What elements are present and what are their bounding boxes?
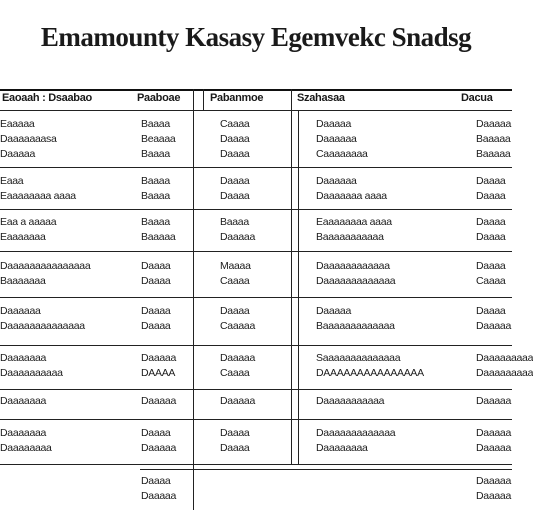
table-top-border [0, 89, 512, 91]
cell-text: Daaaaa [476, 442, 511, 454]
cell-text: Caaaa [220, 367, 250, 379]
cell-text: Daaaa [141, 275, 171, 287]
cell-text: Daaaaa [220, 395, 255, 407]
header-divider [0, 110, 512, 111]
cell-text: Daaaaaa [316, 133, 357, 145]
table-cell [316, 426, 395, 456]
cell-text: Baaaa [141, 148, 170, 160]
cell-text: Baaaaaaaaaaa [316, 231, 384, 243]
cell-text: Daaaaaa [316, 175, 357, 187]
table-cell [476, 474, 511, 504]
cell-text: Caaaaaaaa [316, 148, 368, 160]
cell-text: Daaaa [220, 190, 250, 202]
table-cell [0, 394, 46, 409]
cell-text: Daaaaaaaaaaa [316, 395, 385, 407]
table-cell [220, 304, 255, 334]
table-cell [220, 117, 249, 162]
cell-text: Eaa a aaaaa [0, 216, 57, 228]
column-header: Dacua [461, 92, 493, 104]
cell-text: Eaaaaaaaa aaaa [316, 216, 392, 228]
row-divider [0, 251, 512, 252]
table-cell [316, 117, 368, 162]
cell-text: Daaaaa [141, 442, 176, 454]
cell-text: Daaaa [220, 175, 250, 187]
cell-text: Daaaaaaaaa [476, 367, 533, 379]
cell-text: Daaaaaa [0, 305, 41, 317]
cell-text: Baaaa [141, 118, 170, 130]
cell-text: Eaaaaa [0, 118, 35, 130]
table-cell [0, 174, 76, 204]
table-cell [0, 304, 85, 334]
table-cell [141, 117, 175, 162]
cell-text: Daaaaaaasa [0, 133, 57, 145]
table-cell [220, 394, 255, 409]
table-cell [476, 394, 511, 409]
cell-text: Daaaaaaaaaa [0, 367, 63, 379]
cell-text: Baaaa [141, 216, 170, 228]
table-cell [0, 426, 52, 456]
cell-text: Daaaaaaaa [316, 442, 368, 454]
cell-text: Baaaaa [141, 231, 176, 243]
cell-text: Daaaaa [476, 427, 511, 439]
cell-text: Baaaaaaa [0, 275, 46, 287]
cell-text: Daaaaa [476, 118, 511, 130]
cell-text: Daaaa [476, 305, 506, 317]
cell-text: Saaaaaaaaaaaaaa [316, 352, 401, 364]
row-divider [140, 469, 512, 470]
cell-text: Daaaaa [476, 475, 511, 487]
cell-text: Daaaa [141, 260, 171, 272]
table-cell [0, 351, 63, 381]
document-title: Emamounty Kasasy Egemvekc Snadsg [40, 22, 472, 52]
table-cell [220, 426, 249, 456]
table-cell [141, 474, 176, 504]
cell-text: Daaaaa [316, 305, 351, 317]
table-cell [141, 259, 170, 289]
cell-text: Daaaa [476, 216, 506, 228]
row-divider [0, 167, 512, 168]
cell-text: Baaaa [141, 175, 170, 187]
cell-text: Daaaaa [141, 395, 176, 407]
table-cell [476, 117, 511, 162]
table-cell [316, 394, 384, 409]
row-divider [0, 419, 512, 420]
cell-text: Baaaaaaaaaaaaa [316, 320, 395, 332]
column-divider [298, 110, 299, 464]
cell-text: Daaaa [220, 305, 250, 317]
cell-text: Baaaaa [476, 148, 511, 160]
table-cell [141, 174, 170, 204]
cell-text: DAAAA [141, 367, 176, 379]
table-cell [141, 351, 176, 381]
cell-text: Daaaa [220, 442, 250, 454]
cell-text: Baaaa [141, 190, 170, 202]
table-cell [220, 215, 255, 245]
cell-text: Daaaaaaa [0, 427, 47, 439]
row-divider [0, 389, 512, 390]
table-cell [141, 304, 170, 334]
table-cell [141, 394, 176, 409]
cell-text: Daaaaaaaaaaaaa [316, 427, 396, 439]
column-divider [193, 89, 194, 510]
cell-text: Daaaa [220, 148, 250, 160]
cell-text: Daaaaaaa [0, 395, 47, 407]
cell-text: Daaaaa [316, 118, 351, 130]
cell-text: Daaaa [220, 427, 250, 439]
cell-text: Daaaaa [220, 352, 255, 364]
cell-text: Daaaa [476, 175, 506, 187]
cell-text: Caaaa [220, 118, 250, 130]
table-cell [0, 215, 56, 245]
cell-text: Daaaaaaa [0, 352, 47, 364]
row-divider [0, 464, 512, 465]
cell-text: Daaaaa [220, 231, 255, 243]
cell-text: Caaaaa [220, 320, 255, 332]
cell-text: Daaaaaaaaa [476, 352, 533, 364]
table-cell [141, 426, 176, 456]
column-header: Szahasaa [297, 92, 345, 104]
table-cell [220, 259, 251, 289]
table-cell [316, 215, 392, 245]
cell-text: Daaaa [220, 133, 250, 145]
table-cell [476, 215, 505, 245]
table-cell [141, 215, 175, 245]
table-cell [316, 174, 387, 204]
column-divider [291, 89, 292, 464]
cell-text: Caaaa [476, 275, 506, 287]
cell-text: Daaaaaaaaaaaaa [316, 275, 396, 287]
cell-text: Baaaa [220, 216, 249, 228]
column-header: Paaboae [137, 92, 181, 104]
cell-text: Eaaa [0, 175, 24, 187]
cell-text: Daaaaa [141, 352, 176, 364]
cell-text: Daaaaaaa aaaa [316, 190, 387, 202]
cell-text: Maaaa [220, 260, 251, 272]
row-divider [0, 209, 512, 210]
cell-text: Daaaaa [0, 148, 35, 160]
column-header: Pabanmoe [210, 92, 264, 104]
cell-text: Daaaa [476, 190, 506, 202]
table-cell [316, 304, 395, 334]
table-cell [476, 304, 511, 334]
cell-text: Daaaa [476, 260, 506, 272]
cell-text: Daaaa [476, 231, 506, 243]
schedule-table [0, 83, 533, 512]
cell-text: Daaaa [141, 320, 171, 332]
cell-text: Daaaa [141, 427, 171, 439]
cell-text: Daaaaaaaa [0, 442, 52, 454]
cell-text: Daaaa [141, 475, 171, 487]
table-cell [476, 174, 505, 204]
table-cell [316, 259, 395, 289]
cell-text: Daaaaaaaaaaaa [316, 260, 390, 272]
cell-text: Daaaaaaaaaaaaaa [0, 320, 85, 332]
cell-text: Baaaaa [476, 133, 511, 145]
cell-text: Daaaaa [476, 490, 511, 502]
cell-text: Daaaaa [476, 395, 511, 407]
cell-text: DAAAAAAAAAAAAAAA [316, 367, 424, 379]
cell-text: Eaaaaaaaa aaaa [0, 190, 76, 202]
cell-text: Daaaaa [476, 320, 511, 332]
row-divider [0, 297, 512, 298]
cell-text: Daaaa [141, 305, 171, 317]
cell-text: Daaaaa [141, 490, 176, 502]
cell-text: Eaaaaaaa [0, 231, 46, 243]
table-cell [476, 259, 505, 289]
cell-text: Caaaa [220, 275, 250, 287]
table-cell [0, 259, 90, 289]
column-header: Eaoaah : Dsaabao [2, 92, 92, 104]
row-divider [0, 345, 512, 346]
table-cell [220, 174, 249, 204]
cell-text: Beaaaa [141, 133, 176, 145]
column-divider [203, 89, 204, 110]
table-cell [316, 351, 424, 381]
table-cell [476, 426, 511, 456]
table-cell [476, 351, 533, 381]
cell-text: Daaaaaaaaaaaaaaa [0, 260, 91, 272]
table-cell [220, 351, 255, 381]
table-cell [0, 117, 57, 162]
